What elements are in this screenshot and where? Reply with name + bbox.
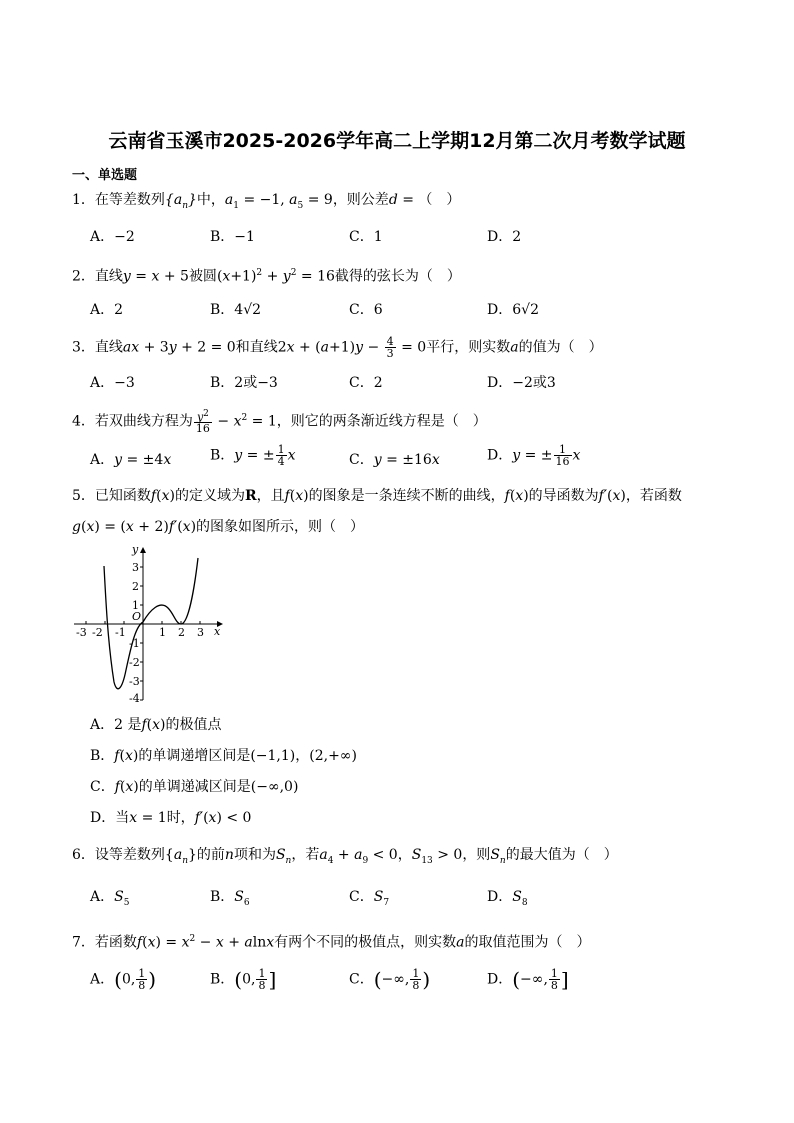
y-tick-label: -2 (129, 656, 140, 669)
question-2-stem: 2．直线y = x + 5被圆$(x+1)^2 + y^2 = 16$截得的弦长为（ ） (72, 268, 461, 285)
q5-option-a: A．2 是f(x)的极值点 (90, 717, 222, 733)
q6-option-b: B．$S_6$ (210, 889, 250, 908)
q6-option-a: A．$S_5$ (90, 889, 130, 908)
q7-option-a: A．(0, $\frac{1}{8}$ ) (90, 967, 157, 992)
q4-option-a: A．y = ±4x (90, 452, 172, 468)
question-5-line-1: 5．已知函数f(x)的定义域为R，且f(x)的图象是一条连续不断的曲线，f(x)的导函数为f′(x)，若函数 (72, 488, 682, 504)
q6-option-c: C．$S_7$ (349, 889, 390, 908)
q1-option-c: C．1 (349, 229, 383, 245)
q7-option-d: D．(−∞, $\frac{1}{8}$ ] (487, 967, 569, 992)
question-1-stem: 1．在等差数列$\{a_n\}$中，$a_1 = -1$, $a_5 = 9$，则公差d = （ ） (72, 192, 461, 211)
question-6-stem: 6．设等差数列$\{a_n\}$的前n项和为$S_n$，若$a_4 + a_9 < 0$，$S_{13} > 0$，则$S_n$的最大值为（ ） (72, 847, 618, 866)
q3-option-d: D．−2或3 (487, 375, 556, 391)
question-7-stem: 7．若函数$f(x) = x^2 - x + alnx$有两个不同的极值点，则实数a的取值范围为（ ） (72, 934, 591, 951)
derivative-graph (70, 544, 230, 704)
x-tick-label: -1 (115, 626, 126, 639)
exam-title: 云南省玉溪市2025-2026学年高二上学期12月第二次月考数学试题 (108, 130, 686, 152)
section-heading: 一、单选题 (72, 168, 138, 183)
q7-option-c: C．(−∞, $\frac{1}{8}$ ) (349, 967, 431, 992)
q4-option-b: B．y = ± $\frac{1}{4}$ x (210, 443, 296, 468)
q3-option-a: A．−3 (90, 375, 135, 391)
q5-option-d: D．当x = 1时，f′(x) < 0 (90, 810, 252, 826)
g-curve (104, 558, 198, 689)
q2-option-c: C．6 (349, 302, 383, 318)
y-tick-label: 3 (132, 561, 139, 574)
q4-option-c: C．y = ±16x (349, 452, 440, 468)
question-3-stem: 3．直线ax + 3y + 2 = 0和直线2x + (a+1)y − $\frac{4}{3}$ = 0平行，则实数a的值为（ ） (72, 335, 603, 360)
question-4-stem: 4．若双曲线方程为 $\frac{y^2}{16}$ − $x^2 = 1$，则它的两条渐近线方程是（ ） (72, 408, 487, 436)
y-axis-label: y (132, 544, 139, 556)
q1-option-d: D．2 (487, 229, 522, 245)
q4-option-d: D．y = ± $\frac{1}{16}$ x (487, 443, 581, 468)
q1-option-a: A．−2 (90, 229, 135, 245)
question-5-line-2: g(x) = (x + 2)f′(x)的图象如图所示，则（ ） (72, 519, 365, 535)
y-tick-label: -1 (129, 637, 140, 650)
x-tick-label: -2 (92, 626, 103, 639)
q5-option-c: C．f(x)的单调递减区间是(−∞,0) (90, 779, 299, 795)
x-tick-label: 3 (197, 626, 204, 639)
x-axis-label: x (214, 625, 221, 638)
q2-option-d: D．6√2 (487, 302, 539, 318)
origin-label: O (132, 610, 142, 623)
q3-option-b: B．2或−3 (210, 375, 278, 391)
y-tick-label: -3 (129, 675, 140, 688)
x-tick-label: -3 (76, 626, 87, 639)
x-tick-label: 2 (178, 626, 185, 639)
q5-option-b: B．f(x)的单调递增区间是(−1,1)，(2,+∞) (90, 748, 357, 764)
y-tick-label: -4 (129, 692, 140, 704)
y-tick-label: 1 (132, 599, 139, 612)
q7-option-b: B．(0, $\frac{1}{8}$ ] (210, 967, 277, 992)
q2-option-b: B．4√2 (210, 302, 262, 318)
y-tick-label: 2 (132, 580, 139, 593)
q3-option-c: C．2 (349, 375, 383, 391)
q1-option-b: B．−1 (210, 229, 255, 245)
x-tick-label: 1 (159, 626, 166, 639)
q6-option-d: D．$S_8$ (487, 889, 528, 908)
q2-option-a: A．2 (90, 302, 124, 318)
